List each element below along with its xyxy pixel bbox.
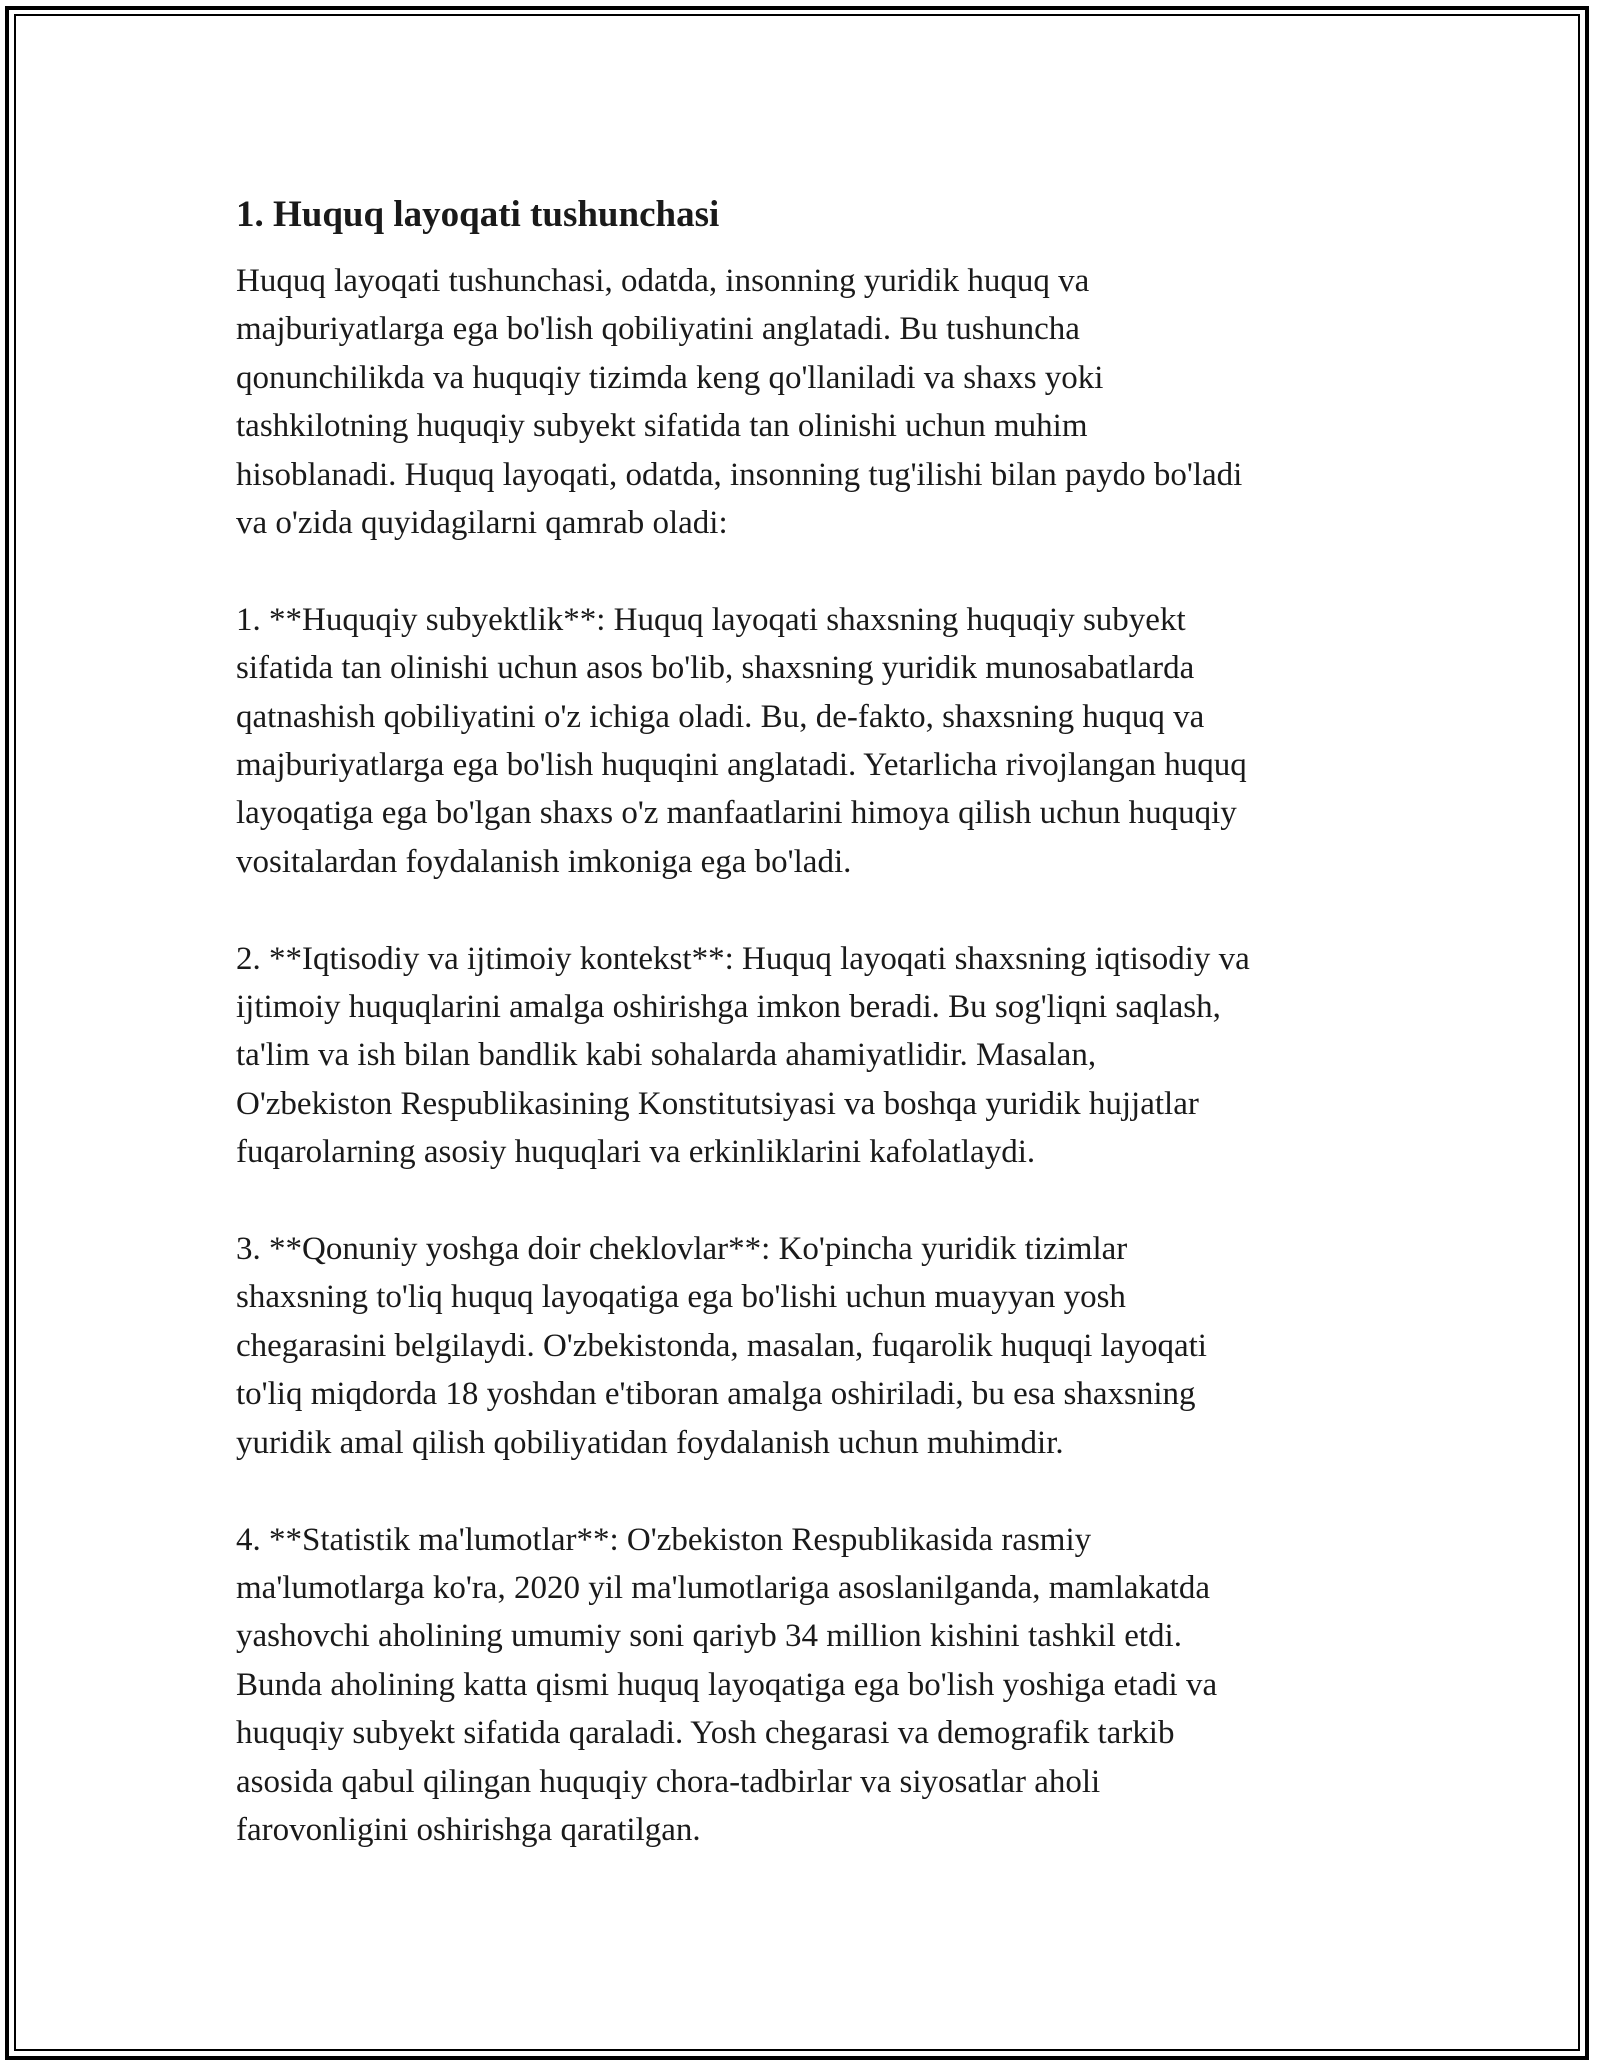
paragraph-statistics: 4. **Statistik ma'lumotlar**: O'zbekiston Respublikasida rasmiy ma'lumotlarga ko'ra, 2020 yil ma'lumotlariga asoslanilganda, mamlakatda yashovchi aholining umumiy soni qariyb 34 million kishini tashkil etdi. Bunda aholining katta qismi huquq layoqatiga ega bo'lish yoshiga etadi va huquqiy subyekt sifatida qaraladi. Yosh chegarasi va demografik tarkib asosida qabul qilingan huquqiy chora-tadbirlar va siyosatlar aholi farovonligini oshirishga qaratilgan. — [236, 1521, 1218, 1848]
paragraph-economic-social-context: 2. **Iqtisodiy va ijtimoiy kontekst**: Huquq layoqati shaxsning iqtisodiy va ijtimoiy huquqlarini amalga oshirishga imkon beradi. Bu sog'liqni saqlash, ta'lim va ish bilan bandlik kabi sohalarda ahamiyatlidir. Masalan, O'zbekiston Respublikasining Konstitutsiyasi va boshqa yuridik hujjatlar fuqarolarning asosiy huquqlari va erkinliklarini kafolatlaydi. — [236, 940, 1250, 1171]
section-heading: 1. Huquq layoqati tushunchasi — [236, 194, 720, 235]
paragraph-legal-subjectivity: 1. **Huquqiy subyektlik**: Huquq layoqati shaxsning huquqiy subyekt sifatida tan olinishi uchun asos bo'lib, shaxsning yuridik munosabatlarda qatnashish qobiliyatini o'z ichiga oladi. Bu, de-fakto, shaxsning huquq va majburiyatlarga ega bo'lish huquqini anglatadi. Yetarlicha rivojlangan huquq layoqatiga ega bo'lgan shaxs o'z manfaatlarini himoya qilish uchun huquqiy vositalardan foydalanish imkoniga ega bo'ladi. — [236, 601, 1247, 880]
paragraph-legal-age-limits: 3. **Qonuniy yoshga doir cheklovlar**: Ko'pincha yuridik tizimlar shaxsning to'liq huquq layoqatiga ega bo'lishi uchun muayyan yosh chegarasini belgilaydi. O'zbekistonda, masalan, fuqarolik huquqi layoqati to'liq miqdorda 18 yoshdan e'tiboran amalga oshiriladi, bu esa shaxsning yuridik amal qilish qobiliyatidan foydalanish uchun muhimdir. — [236, 1231, 1207, 1461]
intro-paragraph: Huquq layoqati tushunchasi, odatda, insonning yuridik huquq va majburiyatlarga ega bo'lish qobiliyatini anglatadi. Bu tushuncha qonunchilikda va huquqiy tizimda keng qo'llaniladi va shaxs yoki tashkilotning huquqiy subyekt sifatida tan olinishi uchun muhim hisoblanadi. Huquq layoqati, odatda, insonning tug'ilishi bilan paydo bo'ladi va o'zida quyidagilarni qamrab oladi: — [236, 263, 1243, 542]
document-body — [236, 183, 1376, 1854]
